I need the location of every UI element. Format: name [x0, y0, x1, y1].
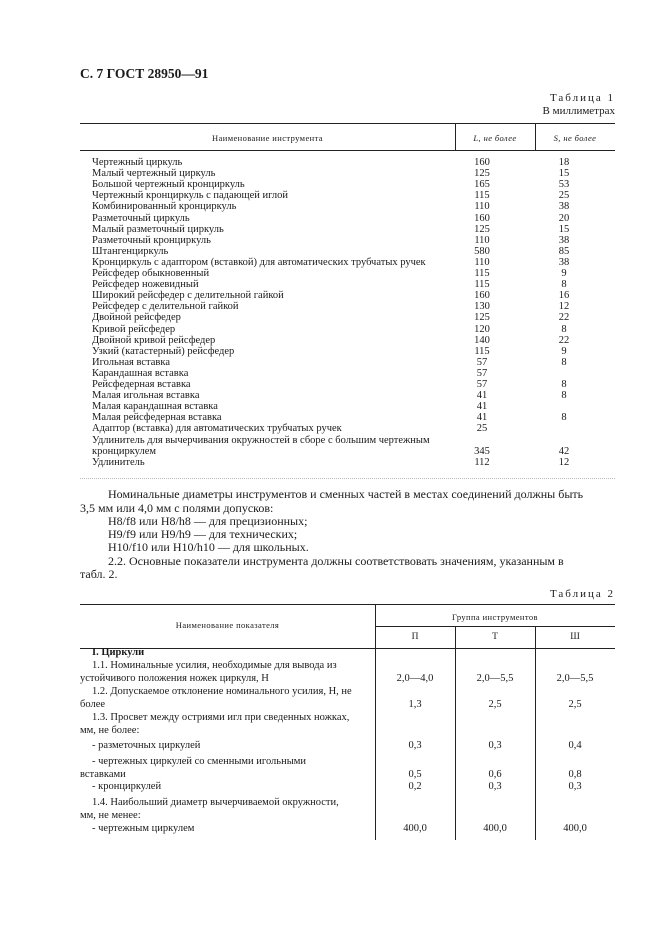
table1-row [92, 368, 612, 379]
table1-cell-name: Разметочный циркуль [92, 212, 190, 224]
table1-cell-S: 38 [558, 256, 570, 268]
table1-units: В миллиметрах [542, 105, 615, 117]
table1-cell-L: 25 [476, 423, 488, 435]
table1-cell-L: 345 [474, 445, 490, 457]
table2-caption: Таблица 2 [549, 588, 615, 600]
table2-row-label: - чертежных циркулей со сменными игольными [92, 756, 307, 767]
table2-value-Sh: 400,0 [563, 823, 587, 834]
table1-cell-L: 125 [474, 168, 490, 180]
table1-caption: Таблица 1 [549, 92, 615, 104]
table1-cell-name: Рейсфедер ножевидный [92, 279, 199, 291]
table1-row [92, 435, 612, 446]
table1-cell-name: Удлинитель для вычерчивания окружностей в сборе с большим чертежным [92, 434, 430, 446]
table2-value-Sh: 0,8 [568, 769, 582, 780]
table1-cell-name: Карандашная вставка [92, 367, 189, 379]
table1-bottom-rule [80, 478, 615, 479]
table1-cell-name: Двойной кривой рейсфедер [92, 334, 216, 346]
table1-cell-name: Разметочный кронциркуль [92, 234, 211, 246]
table2-row-label: - разметочных циркулей [92, 740, 201, 751]
table1-cell-name: Малая игольная вставка [92, 390, 200, 402]
table1-cell-L: 41 [476, 412, 488, 424]
table1-cell-name: Малый разметочный циркуль [92, 223, 224, 235]
table1-row [92, 312, 612, 323]
table2-section-title: I. Циркули [92, 647, 145, 658]
table1-cell-L: 112 [474, 456, 490, 468]
table1-cell-name: Штангенциркуль [92, 245, 169, 257]
table2-value-P: 0,2 [408, 781, 422, 792]
table2-value-T: 400,0 [483, 823, 507, 834]
table1-cell-L: 57 [476, 379, 488, 390]
table1-row [92, 301, 612, 312]
table1-cell-L: 110 [474, 201, 490, 213]
table1-row [92, 357, 612, 368]
tolerance-precision: H8/f8 или H8/h8 — для прецизионных; [108, 514, 308, 528]
table2-header-T: Т [492, 632, 498, 642]
table1-cell-name: кронциркулем [92, 445, 156, 457]
table1-cell-L: 160 [474, 212, 490, 224]
paragraph-2-2-line2: табл. 2. [80, 567, 118, 581]
table2-row-label: - чертежным циркулем [92, 823, 195, 834]
table1-row [92, 201, 612, 212]
table1-cell-S: 22 [558, 312, 570, 324]
table2-row-label: 1.4. Наибольший диаметр вычерчиваемой окружности, [92, 797, 339, 808]
table1-cell-L: 130 [474, 301, 490, 313]
table1-cell-S: 8 [561, 323, 567, 335]
table1-row [92, 268, 612, 279]
table1-cell-L: 115 [474, 268, 490, 279]
table1-header-L: L, не более [473, 133, 517, 143]
table1-cell-name: Кривой рейсфедер [92, 323, 176, 335]
table2-row-label-cont: мм, не менее: [80, 810, 141, 821]
table1-row [92, 246, 612, 257]
table1-cell-S: 8 [561, 356, 567, 368]
table1-cell-name: Большой чертежный кронциркуль [92, 179, 245, 191]
table1-row [92, 390, 612, 401]
table2-value-P: 0,5 [408, 769, 422, 780]
table1-cell-name: Малая карандашная вставка [92, 401, 218, 413]
table1-cell-L: 110 [474, 256, 490, 268]
table1-cell-S: 53 [558, 179, 570, 191]
table1-row [92, 423, 612, 434]
table2-value-Sh: 0,4 [568, 740, 582, 751]
table1-cell-S: 22 [558, 334, 570, 346]
table2-col-divider [535, 626, 536, 840]
table2-value-Sh: 2,5 [568, 699, 582, 710]
table1-cell-L: 115 [474, 279, 490, 291]
table1-cell-S: 8 [561, 390, 567, 402]
table1-row [92, 179, 612, 190]
table2-group-rule [375, 626, 615, 627]
table2-row-label-cont: вставками [80, 769, 126, 780]
table1-cell-name: Комбинированный кронциркуль [92, 201, 237, 213]
table1-row [92, 335, 612, 346]
tolerance-school: H10/f10 или H10/h10 — для школьных. [108, 540, 309, 554]
table1-cell-name: Кронциркуль с адаптором (вставкой) для автоматических трубчатых ручек [92, 256, 426, 268]
table1-row [92, 346, 612, 357]
table2-value-T: 0,3 [488, 781, 502, 792]
table1-cell-S: 20 [558, 212, 570, 224]
table1-row [92, 157, 612, 168]
table1-cell-S: 9 [561, 268, 567, 279]
table2-header-P: П [411, 632, 419, 642]
table1-row [92, 446, 612, 457]
page-header: С. 7 ГОСТ 28950—91 [80, 66, 209, 81]
table1-cell-S: 85 [558, 245, 570, 257]
table1-cell-name: Рейсфедер обыкновенный [92, 268, 210, 279]
table1-cell-S: 25 [558, 190, 570, 202]
table1-cell-name: Рейсфедерная вставка [92, 379, 191, 390]
table1-cell-L: 160 [474, 290, 490, 302]
table1-row [92, 257, 612, 268]
table1-cell-L: 41 [476, 390, 488, 402]
table1-cell-S: 12 [558, 456, 570, 468]
table2-top-rule [80, 604, 615, 605]
table2-header-group: Группа инструментов [452, 612, 538, 622]
table2-col-divider [455, 626, 456, 840]
table2-value-T: 0,3 [488, 740, 502, 751]
table1-cell-L: 125 [474, 223, 490, 235]
table1-cell-S: 8 [561, 412, 567, 424]
table1-row [92, 457, 612, 468]
table1-cell-L: 120 [474, 323, 490, 335]
table1-cell-name: Двойной рейсфедер [92, 312, 181, 324]
table1-cell-S: 8 [561, 279, 567, 291]
table1-cell-name: Малая рейсфедерная вставка [92, 412, 222, 424]
table1-cell-S: 9 [561, 345, 567, 357]
table2-value-P: 2,0—4,0 [396, 673, 434, 684]
table1-row [92, 401, 612, 412]
table1-row [92, 190, 612, 201]
table2-value-T: 2,5 [488, 699, 502, 710]
table2-value-P: 1,3 [408, 699, 422, 710]
table1-cell-name: Адаптор (вставка) для автоматических трубчатых ручек [92, 423, 342, 435]
paragraph-2-2-line1: 2.2. Основные показатели инструмента должны соответствовать значениям, указанным в [108, 554, 564, 568]
table2-row-label: 1.2. Допускаемое отклонение номинального усилия, Н, не [92, 686, 352, 697]
table1-cell-S: 16 [558, 290, 570, 302]
table1-header-name: Наименование инструмента [212, 133, 323, 143]
tolerance-technical: H9/f9 или H9/h9 — для технических; [108, 527, 298, 541]
table1-row [92, 224, 612, 235]
table1-cell-S: 15 [558, 168, 570, 180]
paragraph-diameters-line1: Номинальные диаметры инструментов и сменных частей в местах соединений должны быть [108, 487, 584, 501]
table2-value-T: 2,0—5,5 [476, 673, 514, 684]
table1-cell-S: 38 [558, 234, 570, 246]
table2-header-Sh: Ш [570, 632, 580, 642]
table2-value-Sh: 2,0—5,5 [556, 673, 594, 684]
table1-cell-name: Малый чертежный циркуль [92, 168, 216, 180]
table1-cell-L: 140 [474, 334, 490, 346]
table2-header-name: Наименование показателя [175, 620, 280, 630]
table2-value-P: 400,0 [403, 823, 427, 834]
table1-cell-L: 110 [474, 234, 490, 246]
table1-cell-L: 57 [476, 356, 488, 368]
table1-cell-name: Широкий рейсфедер с делительной гайкой [92, 290, 284, 302]
table1-cell-S: 15 [558, 223, 570, 235]
table1-cell-L: 57 [476, 367, 488, 379]
table1-cell-S: 38 [558, 201, 570, 213]
table2-value-T: 0,6 [488, 769, 502, 780]
table1-row [92, 279, 612, 290]
table2-row-label: 1.1. Номинальные усилия, необходимые для вывода из [92, 660, 337, 671]
table2-row-label-cont: устойчивого положения ножек циркуля, Н [80, 673, 269, 684]
table1-row [92, 290, 612, 301]
table2-row-label-cont: более [80, 699, 106, 710]
table1-cell-S: 42 [558, 445, 570, 457]
table1-row [92, 235, 612, 246]
paragraph-diameters-line2: 3,5 мм или 4,0 мм с полями допусков: [80, 501, 274, 515]
table1-cell-name: Рейсфедер с делительной гайкой [92, 301, 239, 313]
table1-cell-L: 580 [474, 245, 490, 257]
table2-row-label: 1.3. Просвет между остриями игл при сведенных ножках, [92, 712, 350, 723]
table1-cell-S: 12 [558, 301, 570, 313]
table1-cell-L: 115 [474, 345, 490, 357]
table1-header-S: S, не более [553, 133, 597, 143]
table1-cell-S: 8 [561, 379, 567, 390]
table1-row [92, 168, 612, 179]
table1-row [92, 412, 612, 423]
table1-cell-L: 115 [474, 190, 490, 202]
table1-cell-name: Чертежный циркуль [92, 157, 183, 168]
table1-row [92, 213, 612, 224]
table1-cell-name: Игольная вставка [92, 356, 170, 368]
table1-row [92, 324, 612, 335]
table2-value-P: 0,3 [408, 740, 422, 751]
table1-cell-L: 160 [474, 157, 490, 168]
table1-cell-L: 125 [474, 312, 490, 324]
table1-header-rule [80, 150, 615, 151]
table1-cell-name: Чертежный кронциркуль с падающей иглой [92, 190, 289, 202]
table2-row-label-cont: мм, не более: [80, 725, 140, 736]
table1-cell-L: 165 [474, 179, 490, 191]
table1-row [92, 379, 612, 390]
table1-cell-name: Узкий (катастерный) рейсфедер [92, 345, 235, 357]
table1-cell-S: 18 [558, 157, 570, 168]
table2-row-label: - кронциркулей [92, 781, 162, 792]
table1-cell-L: 41 [476, 401, 488, 413]
table1-cell-name: Удлинитель [92, 456, 145, 468]
table2-value-Sh: 0,3 [568, 781, 582, 792]
